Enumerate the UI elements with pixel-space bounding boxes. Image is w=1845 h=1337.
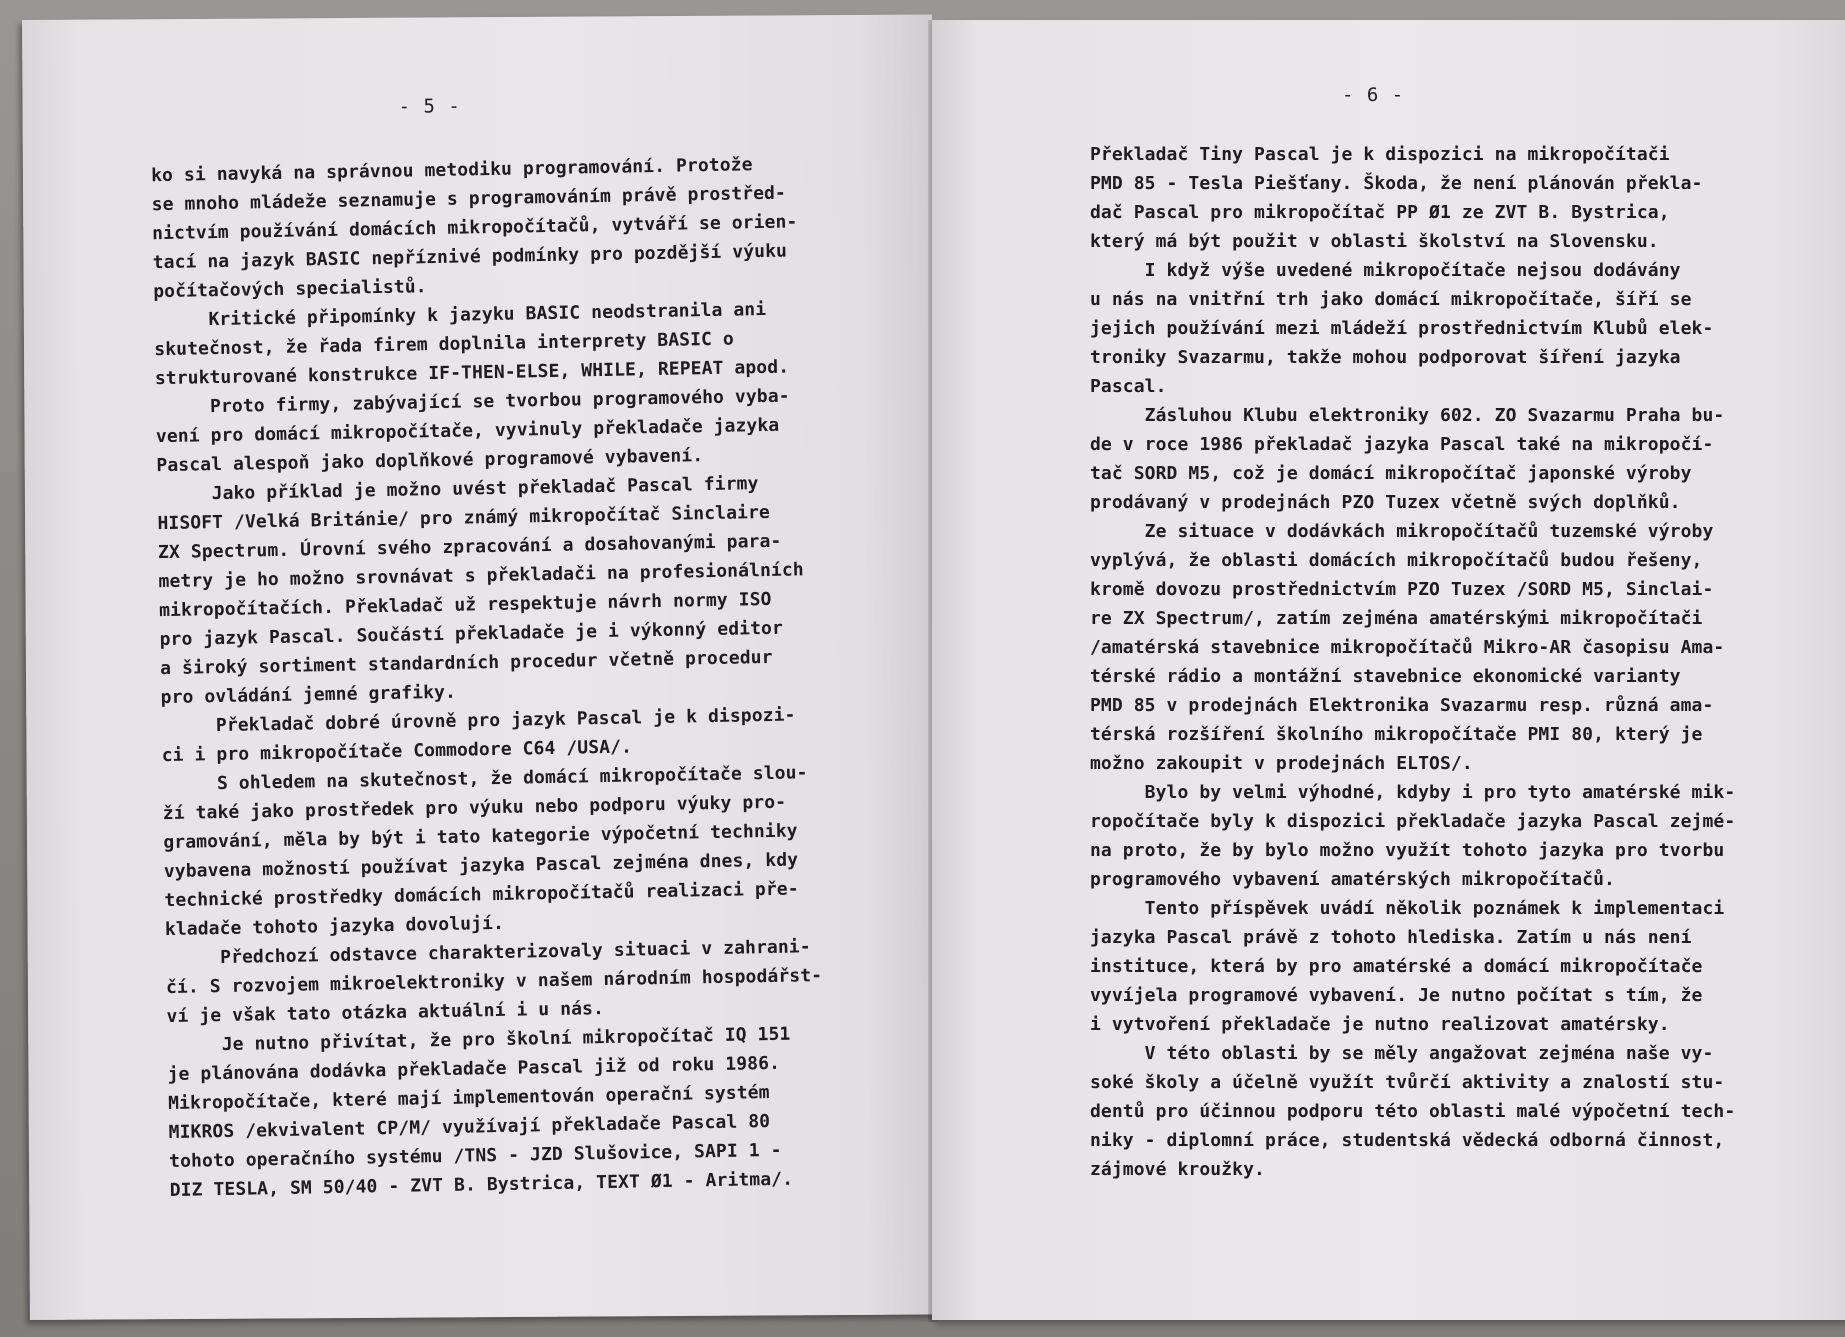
text-line: niky - diplomní práce, studentská vědecká odborná činnost,: [1090, 1130, 1725, 1151]
text-line: mikropočítačích. Překladač už respektuje návrh normy ISO: [158, 588, 772, 622]
text-line: gramování, měla by být i tato kategorie výpočetní techniky: [163, 820, 798, 854]
text-line: de v roce 1986 překladač jazyka Pascal také na mikropočí-: [1090, 434, 1714, 455]
text-line: PMD 85 v prodejnách Elektronika Svazarmu resp. různá ama-: [1090, 695, 1714, 716]
text-line: Jako příklad je možno uvést překladač Pascal firmy: [156, 473, 759, 506]
text-line: Tento příspěvek uvádí několik poznámek k implementaci: [1090, 898, 1725, 919]
text-line: Pascal.: [1090, 376, 1167, 397]
text-line: dentů pro účinnou podporu této oblasti malé výpočetní tech-: [1090, 1101, 1736, 1122]
text-line: pro ovládání jemné grafiky.: [160, 681, 457, 709]
text-line: programového vybavení amatérských mikropočítačů.: [1090, 869, 1615, 890]
text-line: Ze situace v dodávkách mikropočítačů tuzemské výroby: [1090, 521, 1714, 542]
text-line: který má být použit v oblasti školství na Slovensku.: [1090, 231, 1659, 252]
text-line: Zásluhou Klubu elektroniky 602. ZO Svazarmu Praha bu-: [1090, 405, 1725, 426]
text-line: tohoto operačního systému /TNS - JZD Slušovice, SAPI 1 -: [169, 1139, 782, 1173]
text-line: re ZX Spectrum/, zatím zejména amatérskými mikropočítači: [1090, 608, 1703, 629]
text-line: Je nutno přivítat, že pro školní mikropočítač IQ 151: [166, 1023, 791, 1057]
text-line: ko si navyká na správnou metodiku programování. Protože: [150, 154, 753, 187]
text-line: térské rádio a montážní stavebnice ekonomické varianty: [1090, 666, 1681, 687]
text-line: /amatérská stavebnice mikropočítačů Mikro-AR časopisu Ama-: [1090, 637, 1725, 658]
text-line: Pascal alespoň jako doplňkové programové vybavení.: [156, 445, 704, 477]
text-line: technické prostředky domácích mikropočítačů realizaci pře-: [164, 878, 799, 912]
text-line: DIZ TESLA, SM 50/40 - ZVT B. Bystrica, TEXT Ø1 - Aritma/.: [169, 1168, 794, 1202]
text-line: kromě dovozu prostřednictvím PZO Tuzex /SORD M5, Sinclai-: [1090, 579, 1714, 600]
text-line: tač SORD M5, což je domácí mikropočítač japonské výroby: [1090, 463, 1692, 484]
text-line: pro jazyk Pascal. Součástí překladače je i výkonný editor: [159, 617, 784, 651]
text-line: S ohledem na skutečnost, že domácí mikropočítače slou-: [162, 762, 808, 796]
open-booklet: [22, 20, 1845, 1325]
text-line: HISOFT /Velká Británie/ pro známý mikropočítač Sinclaire: [157, 501, 771, 535]
text-line: je plánována dodávka překladače Pascal již od roku 1986.: [167, 1052, 781, 1086]
right-page: [932, 20, 1845, 1320]
page-number-6: - 6 -: [1342, 84, 1405, 106]
text-line: zájmové kroužky.: [1090, 1159, 1265, 1180]
text-line: tací na jazyk BASIC nepříznivé podmínky pro pozdější výuku: [152, 240, 788, 274]
text-line: metry je ho možno srovnávat s překladači na profesionálních: [158, 559, 804, 593]
text-line: i vytvoření překladače je nutno realizovat amatérsky.: [1090, 1014, 1670, 1035]
text-line: skutečnost, že řada firem doplnila interprety BASIC o: [154, 328, 735, 361]
text-line: prodávaný v prodejnách PZO Tuzex včetně svých doplňků.: [1090, 492, 1681, 513]
right-page-text: [1090, 140, 1735, 1184]
text-line: u nás na vnitřní trh jako domácí mikropočítače, šíří se: [1090, 289, 1692, 310]
text-line: ci i pro mikropočítače Commodore C64 /USA/.: [161, 736, 633, 767]
text-line: térská rozšíření školního mikropočítače PMI 80, který je: [1090, 724, 1703, 745]
text-line: vybavena možností používat jazyka Pascal zejména dnes, kdy: [163, 849, 799, 883]
text-line: troniky Svazarmu, takže mohou podporovat šíření jazyka: [1090, 347, 1681, 368]
text-line: strukturované konstrukce IF-THEN-ELSE, WHILE, REPEAT apod.: [154, 356, 790, 390]
text-line: Proto firmy, zabývající se tvorbou programového vyba-: [155, 385, 790, 419]
text-line: Předchozí odstavce charakterizovaly situaci v zahrani-: [165, 936, 811, 970]
text-line: nictvím používání domácích mikropočítačů, vytváří se orien-: [152, 211, 798, 245]
text-line: MIKROS /ekvivalent CP/M/ využívají překladače Pascal 80: [168, 1111, 771, 1144]
text-line: Překladač Tiny Pascal je k dispozici na mikropočítači: [1090, 144, 1670, 165]
text-line: I když výše uvedené mikropočítače nejsou dodávány: [1090, 260, 1681, 281]
text-line: možno zakoupit v prodejnách ELTOS/.: [1090, 753, 1473, 774]
left-page: [22, 14, 940, 1320]
text-line: Překladač dobré úrovně pro jazyk Pascal je k dispozi-: [161, 704, 796, 738]
text-line: Mikropočítače, které mají implementován operační systém: [167, 1082, 770, 1115]
text-line: ží také jako prostředek pro výuku nebo podporu výuky pro-: [162, 791, 787, 825]
text-line: se mnoho mládeže seznamuje s programováním právě prostřed-: [151, 182, 787, 216]
text-line: vyplývá, že oblasti domácích mikropočítačů budou řešeny,: [1090, 550, 1703, 571]
text-line: Bylo by velmi výhodné, kdyby i pro tyto amatérské mik-: [1090, 782, 1736, 803]
text-line: PMD 85 - Tesla Piešťany. Škoda, že není plánován překla-: [1090, 173, 1703, 194]
text-line: vyvíjela programové vybavení. Je nutno počítat s tím, že: [1090, 985, 1703, 1006]
text-line: instituce, která by pro amatérské a domácí mikropočítače: [1090, 956, 1703, 977]
text-line: V této oblasti by se měly angažovat zejména naše vy-: [1090, 1043, 1714, 1064]
text-line: ví je však tato otázka aktuální i u nás.: [166, 998, 605, 1028]
left-page-text: [151, 149, 826, 1205]
text-line: a široký sortiment standardních procedur včetně procedur: [159, 646, 773, 680]
text-line: na proto, že by bylo možno využít tohoto jazyka pro tvorbu: [1090, 840, 1725, 861]
text-line: ropočítače byly k dispozici překladače jazyka Pascal zejmé-: [1090, 811, 1736, 832]
text-line: kladače tohoto jazyka dovolují.: [164, 912, 505, 941]
text-line: soké školy a účelně využít tvůrčí aktivity a znalostí stu-: [1090, 1072, 1725, 1093]
text-line: vení pro domácí mikropočítače, vyvinuly překladače jazyka: [155, 414, 780, 448]
text-line: jejich používání mezi mládeží prostřednictvím Klubů elek-: [1090, 318, 1714, 339]
text-line: jazyka Pascal právě z tohoto hlediska. Zatím u nás není: [1090, 927, 1692, 948]
text-line: dač Pascal pro mikropočítač PP Ø1 ze ZVT B. Bystrica,: [1090, 202, 1670, 223]
text-line: Kritické připomínky k jazyku BASIC neodstranila ani: [153, 298, 767, 332]
text-line: čí. S rozvojem mikroelektroniky v našem národním hospodářst-: [165, 965, 823, 999]
text-line: ZX Spectrum. Úrovní svého zpracování a dosahovanými para-: [157, 530, 782, 564]
text-line: počítačových specialistů.: [153, 276, 427, 303]
page-number-5: - 5 -: [398, 95, 461, 118]
